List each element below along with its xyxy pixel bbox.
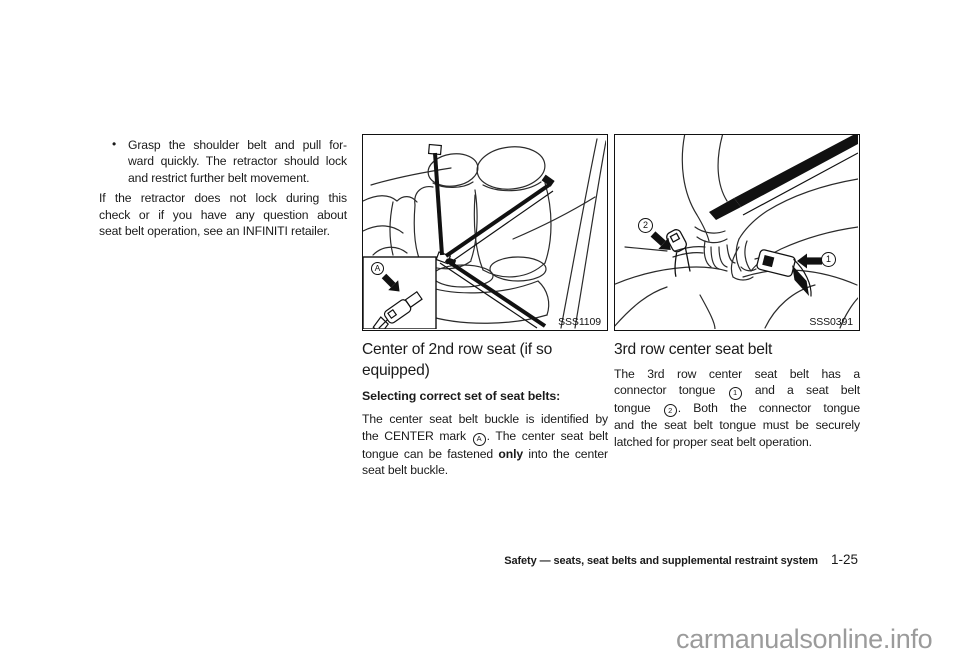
bullet-marker: • — [112, 137, 117, 151]
car-rear-seat-illustration — [363, 135, 606, 329]
figure-label: SSS1109 — [558, 316, 601, 328]
retractor-note-paragraph — [99, 190, 347, 239]
bullet-item-text — [128, 137, 347, 186]
text-line: latched for proper seat belt operation. — [614, 434, 812, 449]
text-line: tongue can be fastened only into the center — [362, 446, 608, 461]
figure-2nd-row-seat — [362, 134, 608, 331]
text-line: The center seat belt buckle is identified by — [362, 412, 608, 427]
text-line: If the retractor does not lock during this — [99, 191, 347, 206]
text-line: The 3rd row center seat belt has a — [614, 366, 860, 381]
text-line: Grasp the shoulder belt and pull for- — [128, 138, 347, 152]
section-body — [362, 411, 608, 478]
footer-section-title: Safety — seats, seat belts and supplemental restraint system — [504, 555, 818, 567]
text-line: equipped) — [362, 361, 430, 379]
text-line: tongue 2 . Both the connector tongue — [614, 400, 860, 418]
section-subheading: Selecting correct set of seat belts: — [362, 389, 561, 403]
text-line: seat belt operation, see an INFINITI retailer. — [99, 224, 330, 239]
text-line: the CENTER mark A . The center seat belt — [362, 428, 608, 446]
section-body — [614, 366, 860, 451]
text-line: and restrict further belt movement. — [128, 170, 310, 185]
text-line: Center of 2nd row seat (if so — [362, 341, 553, 358]
page-footer — [504, 552, 858, 567]
text-line: ward quickly. The retractor should lock — [128, 154, 347, 169]
figure-3rd-row-belt — [614, 134, 860, 331]
bullet-list-item — [99, 137, 347, 186]
circled-a-callout: A — [371, 262, 384, 275]
circled-1-callout: 1 — [821, 252, 836, 267]
section-3rd-row — [614, 340, 860, 450]
page-number: 1-25 — [830, 552, 858, 567]
text-line: seat belt buckle. — [362, 462, 449, 477]
circled-a-marker: A — [473, 433, 486, 446]
section-center-2nd-row — [362, 340, 608, 478]
section-heading: 3rd row center seat belt — [614, 341, 773, 358]
circled-2-marker: 2 — [664, 404, 677, 417]
left-text-column — [99, 137, 347, 239]
watermark: carmanualsonline.info — [676, 624, 933, 654]
seat-belt-fastening-illustration — [615, 135, 858, 329]
text-line: check or if you have any question about — [99, 207, 347, 222]
figure-label: SSS0391 — [809, 316, 853, 328]
text-line: and the seat belt tongue must be securely — [614, 418, 860, 433]
text-line: connector tongue 1 and a seat belt — [614, 382, 860, 400]
circled-1-marker: 1 — [729, 387, 742, 400]
tongue-arrow-icon — [648, 228, 676, 255]
section-heading — [362, 340, 608, 381]
circled-2-callout: 2 — [638, 218, 653, 233]
buckle-arrow-icon — [797, 254, 822, 269]
